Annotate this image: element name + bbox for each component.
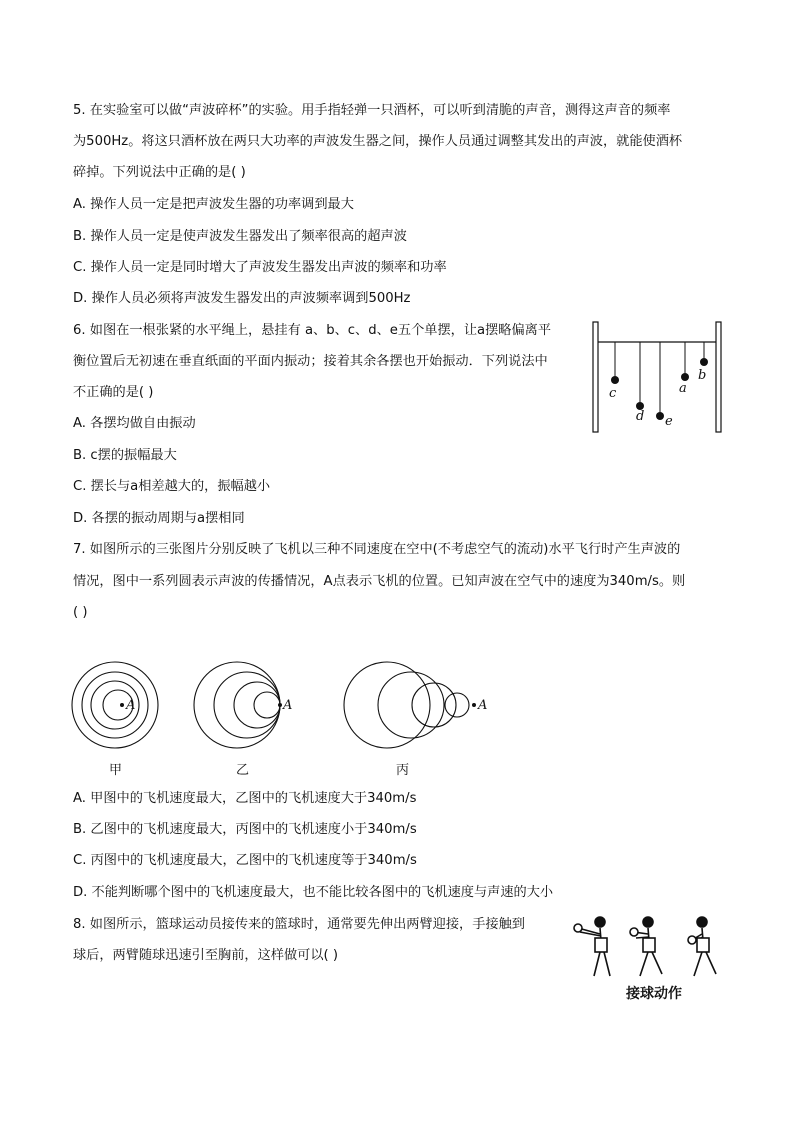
pendulum-a-bob bbox=[681, 373, 689, 381]
catch-ball-figure bbox=[570, 910, 725, 1005]
q6-option-c: C. 摆长与a相差越大的，振幅越小 bbox=[73, 479, 271, 494]
wavefront-circle bbox=[214, 672, 280, 738]
q6-option-a: A. 各摆均做自由振动 bbox=[73, 416, 196, 431]
q7-stem-line: 情况，图中一系列圆表示声波的传播情况，A点表示飞机的位置。已知声波在空气中的速度为340m/s。则 bbox=[73, 574, 686, 589]
q5-stem-line: 为500Hz。将这只酒杯放在两只大功率的声波发生器之间，操作人员通过调整其发出的声波，就能使酒杯 bbox=[73, 134, 683, 149]
q6-stem-line: 衡位置后无初速在垂直纸面的平面内振动；接着其余各摆也开始振动．下列说法中 bbox=[73, 354, 548, 369]
wavefront-circle bbox=[344, 662, 430, 748]
plane-point-a bbox=[120, 703, 124, 707]
wavefront-circle bbox=[234, 682, 280, 728]
pendulum-figure bbox=[590, 322, 725, 434]
q5-option-d: D. 操作人员必须将声波发生器发出的声波频率调到500Hz bbox=[73, 291, 411, 306]
q7-option-c: C. 丙图中的飞机速度最大，乙图中的飞机速度等于340m/s bbox=[73, 853, 417, 868]
wavefront-circle bbox=[82, 672, 148, 738]
q7-option-d: D. 不能判断哪个图中的飞机速度最大，也不能比较各图中的飞机速度与声速的大小 bbox=[73, 885, 554, 900]
q7-option-b: B. 乙图中的飞机速度最大，丙图中的飞机速度小于340m/s bbox=[73, 822, 417, 837]
q5-option-b: B. 操作人员一定是使声波发生器发出了频率很高的超声波 bbox=[73, 229, 407, 244]
wavefront-circle bbox=[445, 693, 469, 717]
q7-stem-line: ( ) bbox=[73, 605, 88, 620]
point-a-label: A bbox=[478, 698, 488, 713]
wavefront-circle bbox=[194, 662, 280, 748]
q5-stem-line: 5. 在实验室可以做“声波碎杯”的实验。用手指轻弹一只酒杯，可以听到清脆的声音，测得这声音的频率 bbox=[73, 103, 671, 118]
label-b: b bbox=[698, 368, 707, 383]
q6-stem-line: 不正确的是( ) bbox=[73, 385, 154, 400]
q5-option-a: A. 操作人员一定是把声波发生器的功率调到最大 bbox=[73, 197, 354, 212]
wavefront-circle bbox=[72, 662, 158, 748]
plane-point-a bbox=[472, 703, 476, 707]
q6-stem-line: 6. 如图在一根张紧的水平绳上，悬挂有 a、b、c、d、e五个单摆，让a摆略偏离平 bbox=[73, 323, 552, 338]
wavefront-circle bbox=[412, 683, 456, 727]
q8-stem-line: 8. 如图所示，篮球运动员接传来的篮球时，通常要先伸出两臂迎接，手接触到 bbox=[73, 917, 525, 932]
pendulum-e-bob bbox=[656, 412, 664, 420]
label-c: c bbox=[609, 386, 617, 401]
label-e: e bbox=[665, 414, 673, 429]
figure-jia bbox=[72, 662, 158, 778]
q6-option-b: B. c摆的振幅最大 bbox=[73, 448, 177, 463]
catch-figure-caption: 接球动作 bbox=[626, 986, 682, 1002]
figure-caption-jia: 甲 bbox=[109, 763, 123, 778]
q5-stem-line: 碎掉。下列说法中正确的是( ) bbox=[73, 165, 246, 180]
point-a-label: A bbox=[283, 698, 293, 713]
pendulum-c-bob bbox=[611, 376, 619, 384]
q7-option-a: A. 甲图中的飞机速度最大，乙图中的飞机速度大于340m/s bbox=[73, 791, 417, 806]
figure-yi bbox=[194, 662, 292, 778]
wavefront-circle bbox=[254, 692, 280, 718]
plane-point-a bbox=[278, 703, 282, 707]
player-figure bbox=[574, 917, 610, 976]
q8-stem-line: 球后，两臂随球迅速引至胸前，这样做可以( ) bbox=[73, 948, 339, 963]
player-figure bbox=[688, 917, 716, 976]
figure-bing bbox=[344, 662, 487, 778]
wavefront-circle bbox=[378, 672, 444, 738]
player-figure bbox=[630, 917, 662, 976]
label-a: a bbox=[679, 381, 687, 396]
pendulum-b-bob bbox=[700, 358, 708, 366]
figure-caption-bing: 丙 bbox=[396, 763, 410, 778]
right-post bbox=[716, 322, 721, 432]
sound-wave-figure bbox=[60, 650, 520, 790]
label-d: d bbox=[636, 409, 645, 424]
point-a-label: A bbox=[126, 698, 136, 713]
q5-option-c: C. 操作人员一定是同时增大了声波发生器发出声波的频率和功率 bbox=[73, 260, 447, 275]
figure-caption-yi: 乙 bbox=[236, 763, 250, 778]
q7-stem-line: 7. 如图所示的三张图片分别反映了飞机以三种不同速度在空中(不考虑空气的流动)水平飞行时产生声波的 bbox=[73, 542, 681, 557]
left-post bbox=[593, 322, 598, 432]
q6-option-d: D. 各摆的振动周期与a摆相同 bbox=[73, 511, 245, 526]
